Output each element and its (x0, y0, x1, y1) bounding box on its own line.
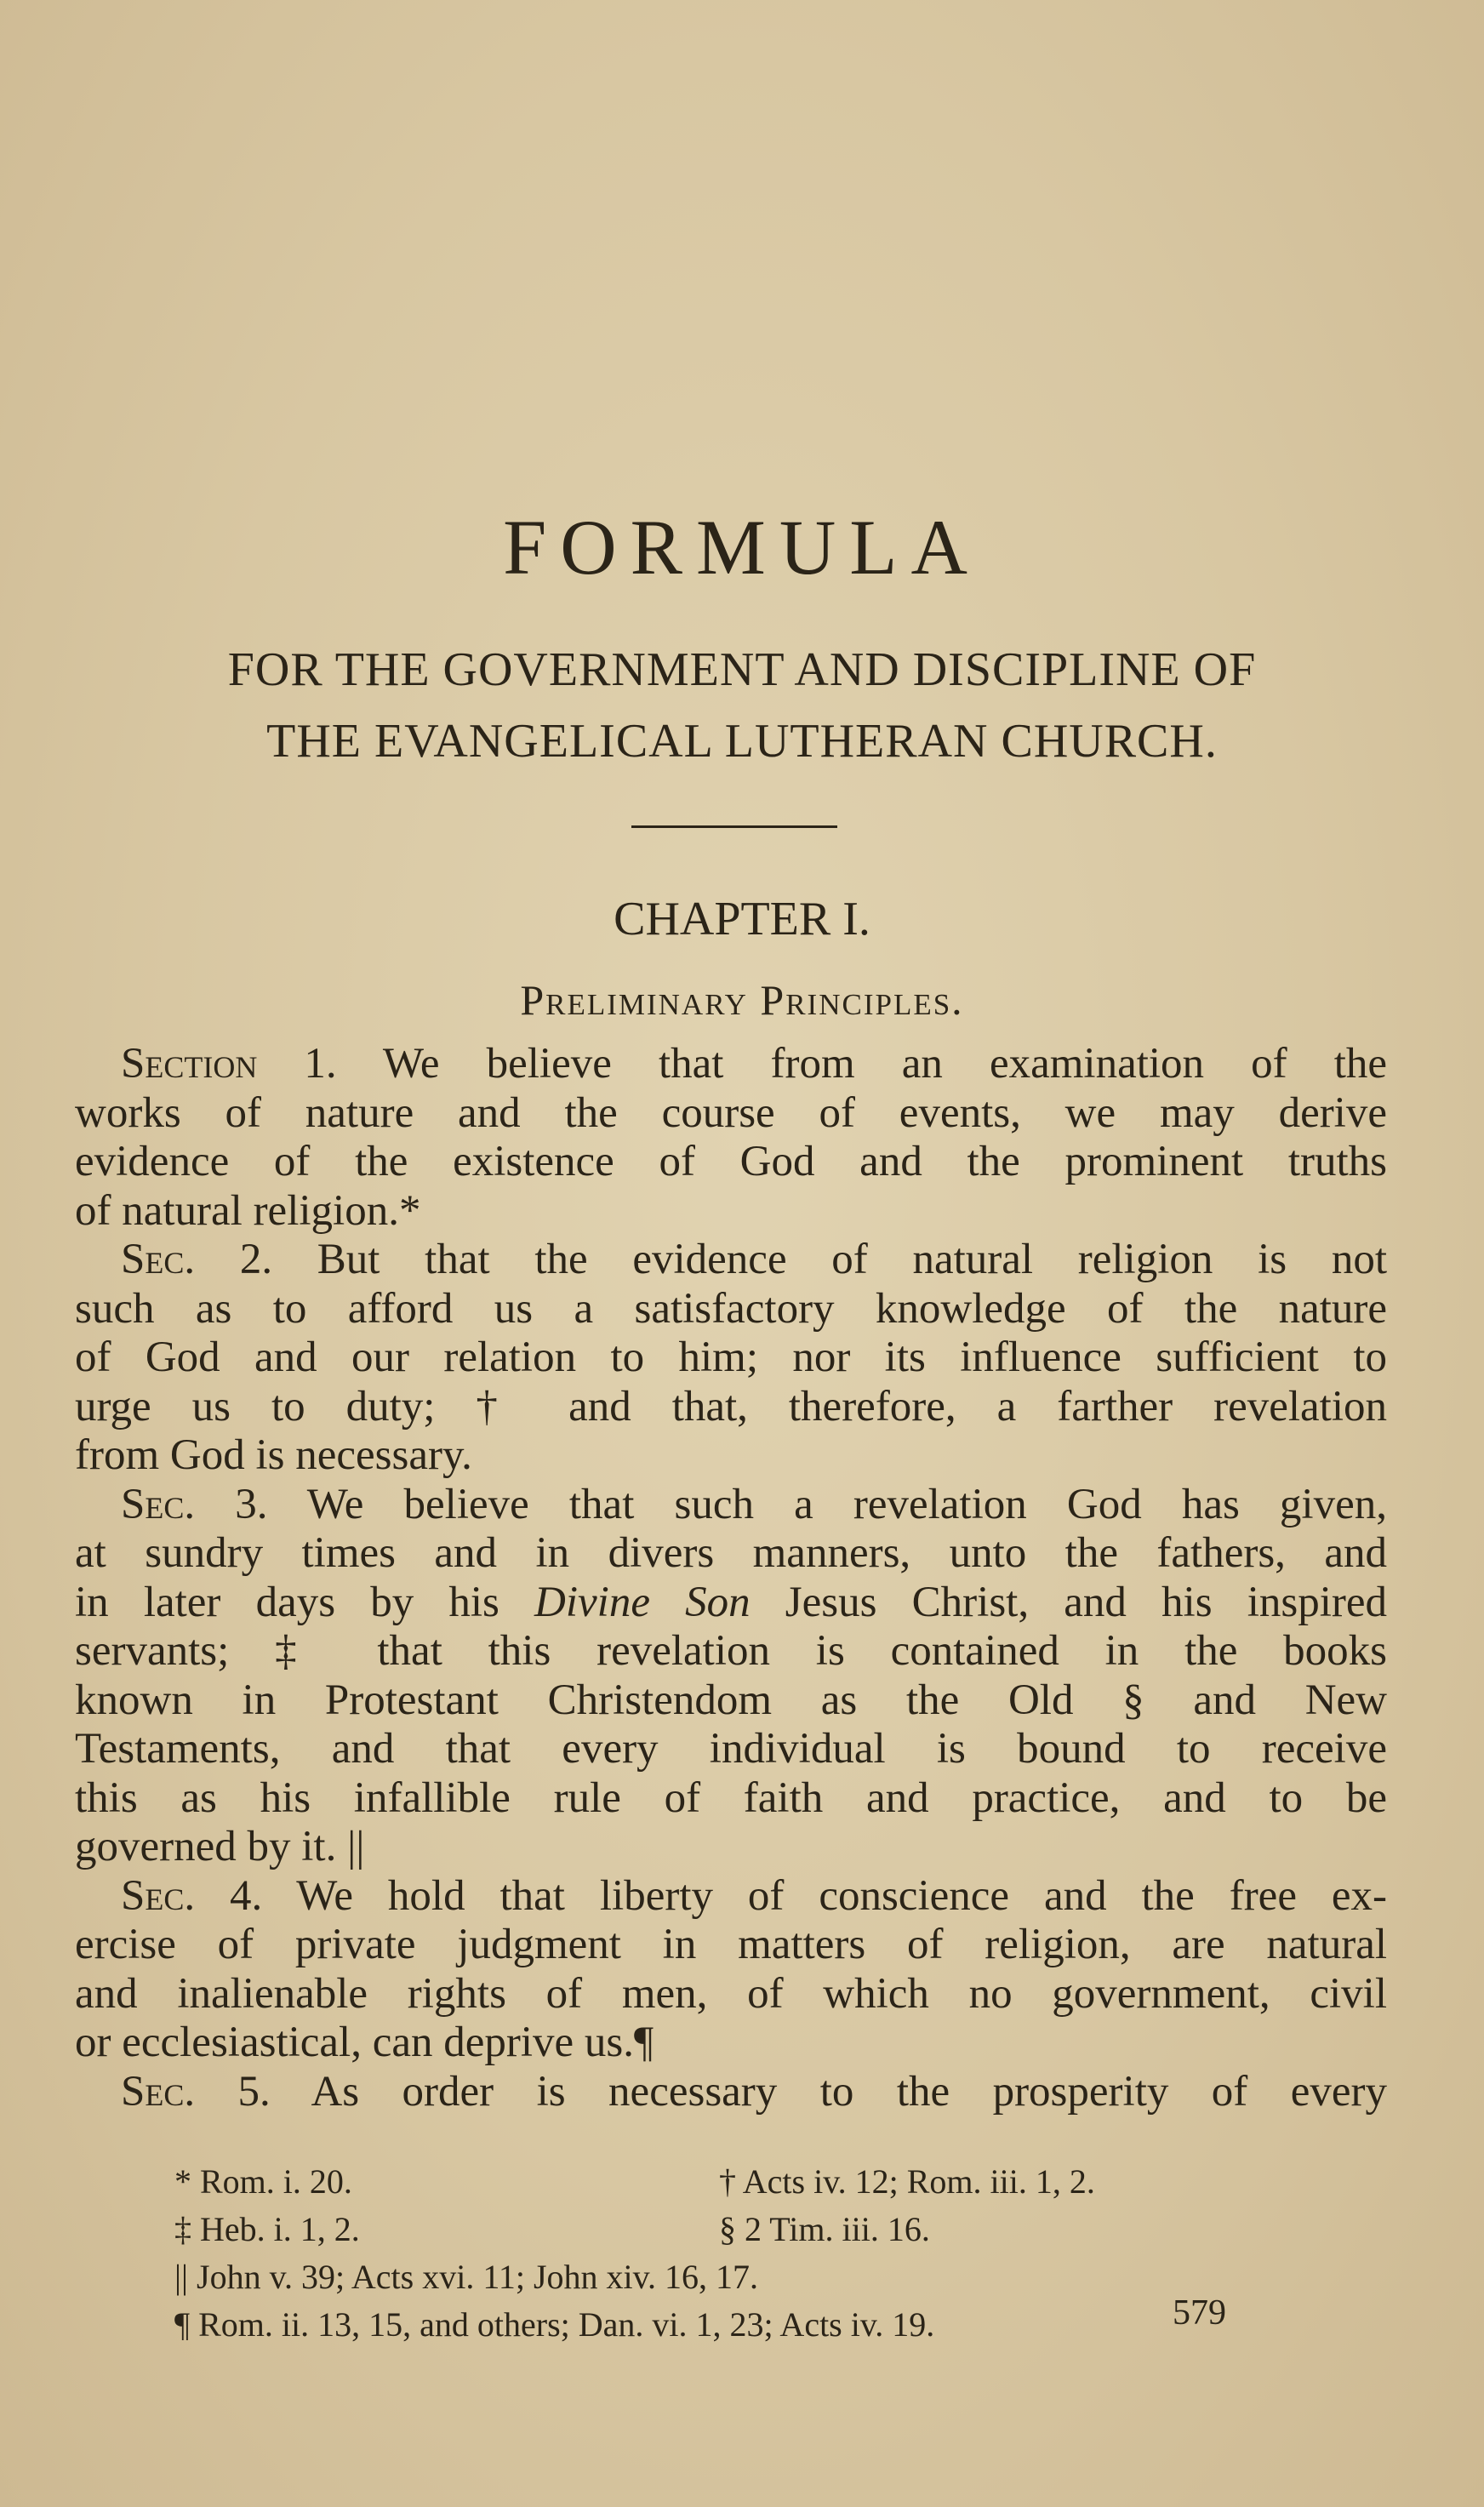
section-label: Section 1. (121, 1040, 337, 1088)
footnote-entry: § 2 Tim. iii. 16. (719, 2210, 930, 2248)
footnote-row (174, 2158, 1366, 2206)
footnote-entry: ¶ Rom. ii. 13, 15, and others; Dan. vi. 1, 23; Acts iv. 19. (174, 2305, 935, 2344)
text-line (75, 2019, 1387, 2068)
line-text: servants; ‡ that this revelation is contained in the books (75, 1627, 1387, 1675)
line-text: from God is necessary. (75, 1431, 472, 1479)
text-line (75, 1138, 1387, 1187)
line-text: We believe that from an examination of the (336, 1040, 1388, 1088)
text-line (75, 1774, 1387, 1824)
text-line (75, 1970, 1387, 2019)
line-text: Jesus Christ, and his inspired (750, 1578, 1388, 1626)
text-line (75, 1872, 1387, 1922)
footnote-row (174, 2206, 1366, 2253)
text-line (75, 1236, 1387, 1285)
line-text: As order is necessary to the prosperity of every (270, 2067, 1387, 2116)
text-line (75, 1579, 1387, 1628)
line-text: We believe that such a revelation God has given, (267, 1480, 1387, 1528)
line-text: and inalienable rights of men, of which no government, civil (75, 1969, 1387, 2018)
body-text (75, 1040, 1387, 2116)
section-label: Sec. 4. (121, 1871, 263, 1920)
text-line (75, 1676, 1387, 1726)
text-line (75, 1627, 1387, 1676)
line-text: of God and our relation to him; nor its influence sufficient to (75, 1333, 1387, 1381)
line-text: at sundry times and in divers manners, unto the fathers, and (75, 1529, 1387, 1577)
line-text: works of nature and the course of events, we may derive (75, 1088, 1387, 1137)
text-line (75, 1285, 1387, 1334)
line-text: this as his infallible rule of faith and practice, and to be (75, 1773, 1387, 1822)
footnote-entry: † Acts iv. 12; Rom. iii. 1, 2. (719, 2162, 1095, 2201)
text-line (75, 1089, 1387, 1139)
text-line (75, 1431, 1387, 1481)
text-line (75, 1823, 1387, 1872)
text-line (75, 1481, 1387, 1530)
footnote-entry: || John v. 39; Acts xvi. 11; John xiv. 16, 17. (174, 2258, 759, 2296)
page-title: FORMULA (503, 504, 981, 591)
text-line (75, 1725, 1387, 1774)
line-text: We hold that liberty of conscience and the free ex- (262, 1871, 1387, 1920)
text-line (75, 1529, 1387, 1579)
subtitle-line-2: THE EVANGELICAL LUTHERAN CHURCH. (266, 715, 1218, 768)
line-text: or ecclesiastical, can deprive us.¶ (75, 2019, 654, 2066)
line-text-pre: in later days by his (75, 1578, 535, 1626)
section-label: Sec. 5. (121, 2067, 271, 2116)
line-text: such as to afford us a satisfactory knowledge of the nature (75, 1284, 1387, 1333)
line-text: governed by it. || (75, 1823, 365, 1870)
footnote-entry: * Rom. i. 20. (174, 2162, 352, 2201)
line-text: ercise of private judgment in matters of religion, are natural (75, 1921, 1387, 1968)
text-line (75, 1040, 1387, 1089)
text-line (75, 2068, 1387, 2117)
text-line (75, 1921, 1387, 1970)
line-text: But that the evidence of natural religion is not (272, 1236, 1387, 1283)
line-text: Testaments, and that every individual is bound to receive (75, 1725, 1387, 1773)
footnote-entry: ‡ Heb. i. 1, 2. (174, 2210, 360, 2248)
line-text: known in Protestant Christendom as the Old § and New (75, 1676, 1387, 1724)
line-text: evidence of the existence of God and the prominent truths (75, 1138, 1387, 1185)
section-label: Sec. 3. (121, 1480, 268, 1528)
text-line (75, 1333, 1387, 1383)
subtitle-line-1: FOR THE GOVERNMENT AND DISCIPLINE OF (227, 643, 1257, 696)
line-text: of natural religion.* (75, 1186, 421, 1235)
page-subtitle (0, 634, 1484, 777)
page-number: 579 (1173, 2293, 1226, 2333)
emphasis-text: Divine Son (534, 1578, 751, 1626)
section-heading: Preliminary Principles. (520, 976, 964, 1024)
divider-rule (631, 825, 837, 828)
chapter-heading: CHAPTER I. (614, 893, 870, 945)
text-line (75, 1187, 1387, 1236)
text-line (75, 1383, 1387, 1432)
line-text: urge us to duty; † and that, therefore, a farther revelation (75, 1382, 1387, 1431)
section-label: Sec. 2. (121, 1236, 273, 1283)
